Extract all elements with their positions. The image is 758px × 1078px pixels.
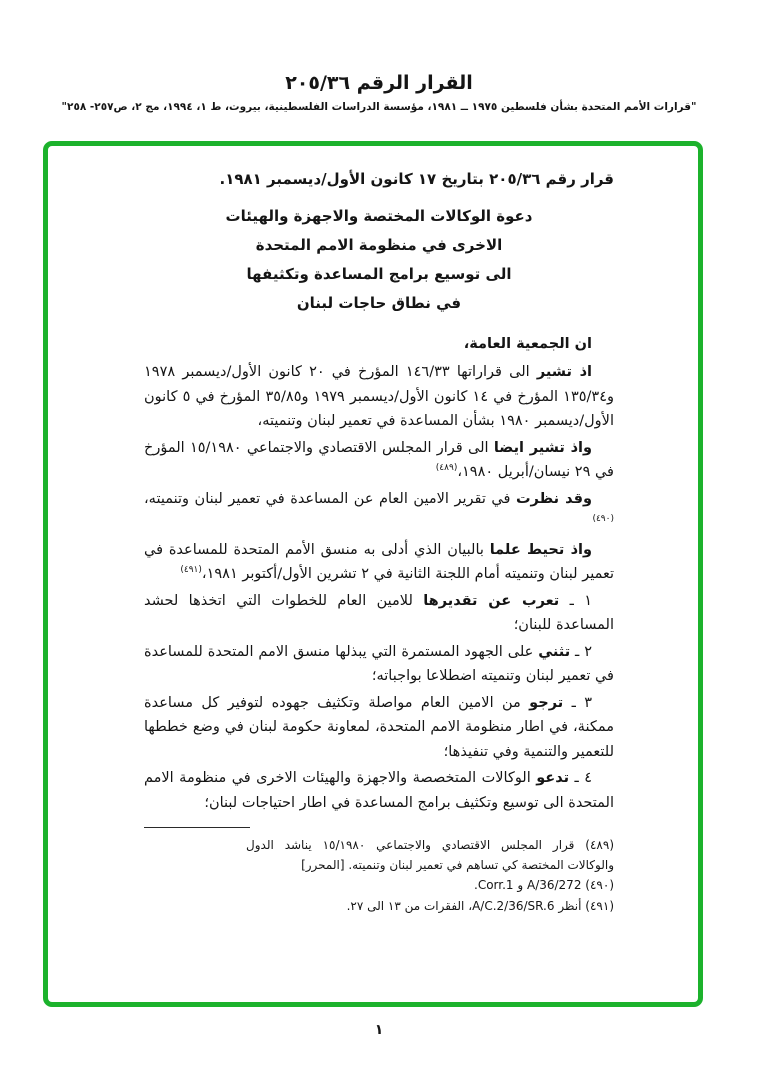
paragraph-text: الى قراراتها ١٤٦/٣٣ المؤرخ في ٢٠ كانون الأول/ديسمبر ١٩٧٨ و١٣٥/٣٤ المؤرخ في ١٤ كانون الأول/ديسمبر ١٩٧٩ و٣٥/٨٥ المؤرخ في ٥ كانون الأول/ديسمبر ١٩٨٠ بشأن المساعدة في تعمير لبنان وتنميته، (144, 364, 614, 429)
footnote-marker: (٤٩٠) (585, 878, 614, 892)
paragraph-lead: تدعو (536, 770, 570, 786)
footnote-text: أنظر A/C.2/36/SR.6، الفقرات من ١٣ الى ٢٧. (346, 898, 586, 913)
paragraph-lead: ترجو (529, 694, 564, 711)
footnote-ref: (٤٨٩) (435, 463, 458, 474)
resolution-box (43, 141, 703, 1007)
paragraph-text: في تقرير الامين العام عن المساعدة في تعمير لبنان وتنميته، (144, 490, 516, 507)
footnote-marker: (٤٨٩) (585, 838, 614, 852)
body-paragraph (144, 436, 614, 485)
paragraph-lead: واذ تشير ايضا (493, 439, 592, 456)
opening-line: ان الجمعية العامة، (463, 336, 592, 352)
resolution-heading: قرار رقم ٢٠٥/٣٦ بتاريخ ١٧ كانون الأول/ديسمبر ١٩٨١. (219, 170, 614, 188)
paragraph-text: من الامين العام مواصلة وتكثيف جهوده لتوفير كل مساعدة ممكنة، في اطار منظومة الامم المتحدة، لمعاونة حكومة لبنان في وضع خططها للتعمير والتنمية وفي تنفيذها؛ (144, 694, 614, 760)
body-paragraph (144, 691, 614, 765)
footnote (246, 897, 614, 917)
body-paragraph (144, 538, 614, 587)
footnote-text: A/36/272 و Corr.1. (473, 878, 586, 892)
resolution-subject (144, 202, 614, 318)
footnote-ref: (٤٩٠) (592, 514, 614, 525)
footnote (246, 836, 614, 875)
document-header (0, 72, 758, 113)
subject-line: الى توسيع برامج المساعدة وتكثيفها (246, 265, 512, 283)
footnote-text: قرار المجلس الاقتصادي والاجتماعي ١٥/١٩٨٠ يناشد الدول والوكالات المختصة كي تساهم في تعمير لبنان وتنميته. [المحرر] (246, 838, 614, 872)
paragraph-text: على الجهود المستمرة التي يبذلها منسق الامم المتحدة للمساعدة في تعمير لبنان وتنميته اضطلاعا بواجباته؛ (144, 643, 614, 684)
footnote-separator (144, 827, 250, 828)
paragraph-number: ٣ ـ (563, 694, 592, 711)
subject-line: دعوة الوكالات المختصة والاجهزة والهيئات (225, 207, 533, 225)
paragraph-number: ٤ ـ (569, 770, 593, 786)
footnote-marker: (٤٩١) (585, 898, 614, 913)
paragraph-text: بالبيان الذي أدلى به منسق الأمم المتحدة للمساعدة في تعمير لبنان وتنميته أمام اللجنة الثانية في ٢ تشرين الأول/أكتوبر ١٩٨١، (144, 541, 614, 582)
paragraph-text: الى قرار المجلس الاقتصادي والاجتماعي ١٥/١٩٨٠ المؤرخ في ٢٩ نيسان/أبريل ١٩٨٠، (144, 439, 614, 480)
page-title: القرار الرقم ٢٠٥/٣٦ (285, 72, 473, 94)
body-paragraph (144, 766, 614, 815)
body-paragraph (144, 640, 614, 689)
paragraph-text: للامين العام للخطوات التي اتخذها لحشد المساعدة للبنان؛ (144, 592, 614, 633)
body-paragraph (144, 360, 614, 434)
paragraph-number: ١ ـ (559, 592, 593, 609)
body-paragraph (144, 487, 614, 536)
subject-line: الاخرى في منظومة الامم المتحدة (255, 236, 503, 254)
paragraph-number: ٢ ـ (570, 643, 593, 660)
subject-line: في نطاق حاجات لبنان (296, 294, 462, 312)
paragraph-lead: تعرب عن تقديرها (423, 592, 560, 609)
paragraph-text: الوكالات المتخصصة والاجهزة والهيئات الاخرى في منظومة الامم المتحدة الى توسيع وتكثيف برامج المساعدة في اطار احتياجات لبنان؛ (144, 770, 614, 811)
paragraph-lead: اذ تشير (536, 364, 592, 380)
paragraph-lead: وقد نظرت (515, 490, 592, 507)
footnotes-block (246, 836, 614, 916)
paragraph-lead: تثني (538, 643, 571, 660)
paragraph-lead: واذ تحيط علما (489, 541, 592, 558)
footnote-ref: (٤٩١) (180, 565, 202, 576)
body-paragraph (144, 589, 614, 638)
page-number: ١ (374, 1022, 384, 1038)
footnote (246, 876, 614, 896)
source-citation: "قرارات الأمم المتحدة بشأن فلسطين ١٩٧٥ ــ ١٩٨١، مؤسسة الدراسات الفلسطينية، بيروت، ط ١، ١٩٩٤، مج ٢، ص٢٥٧- ٢٥٨" (61, 101, 697, 113)
